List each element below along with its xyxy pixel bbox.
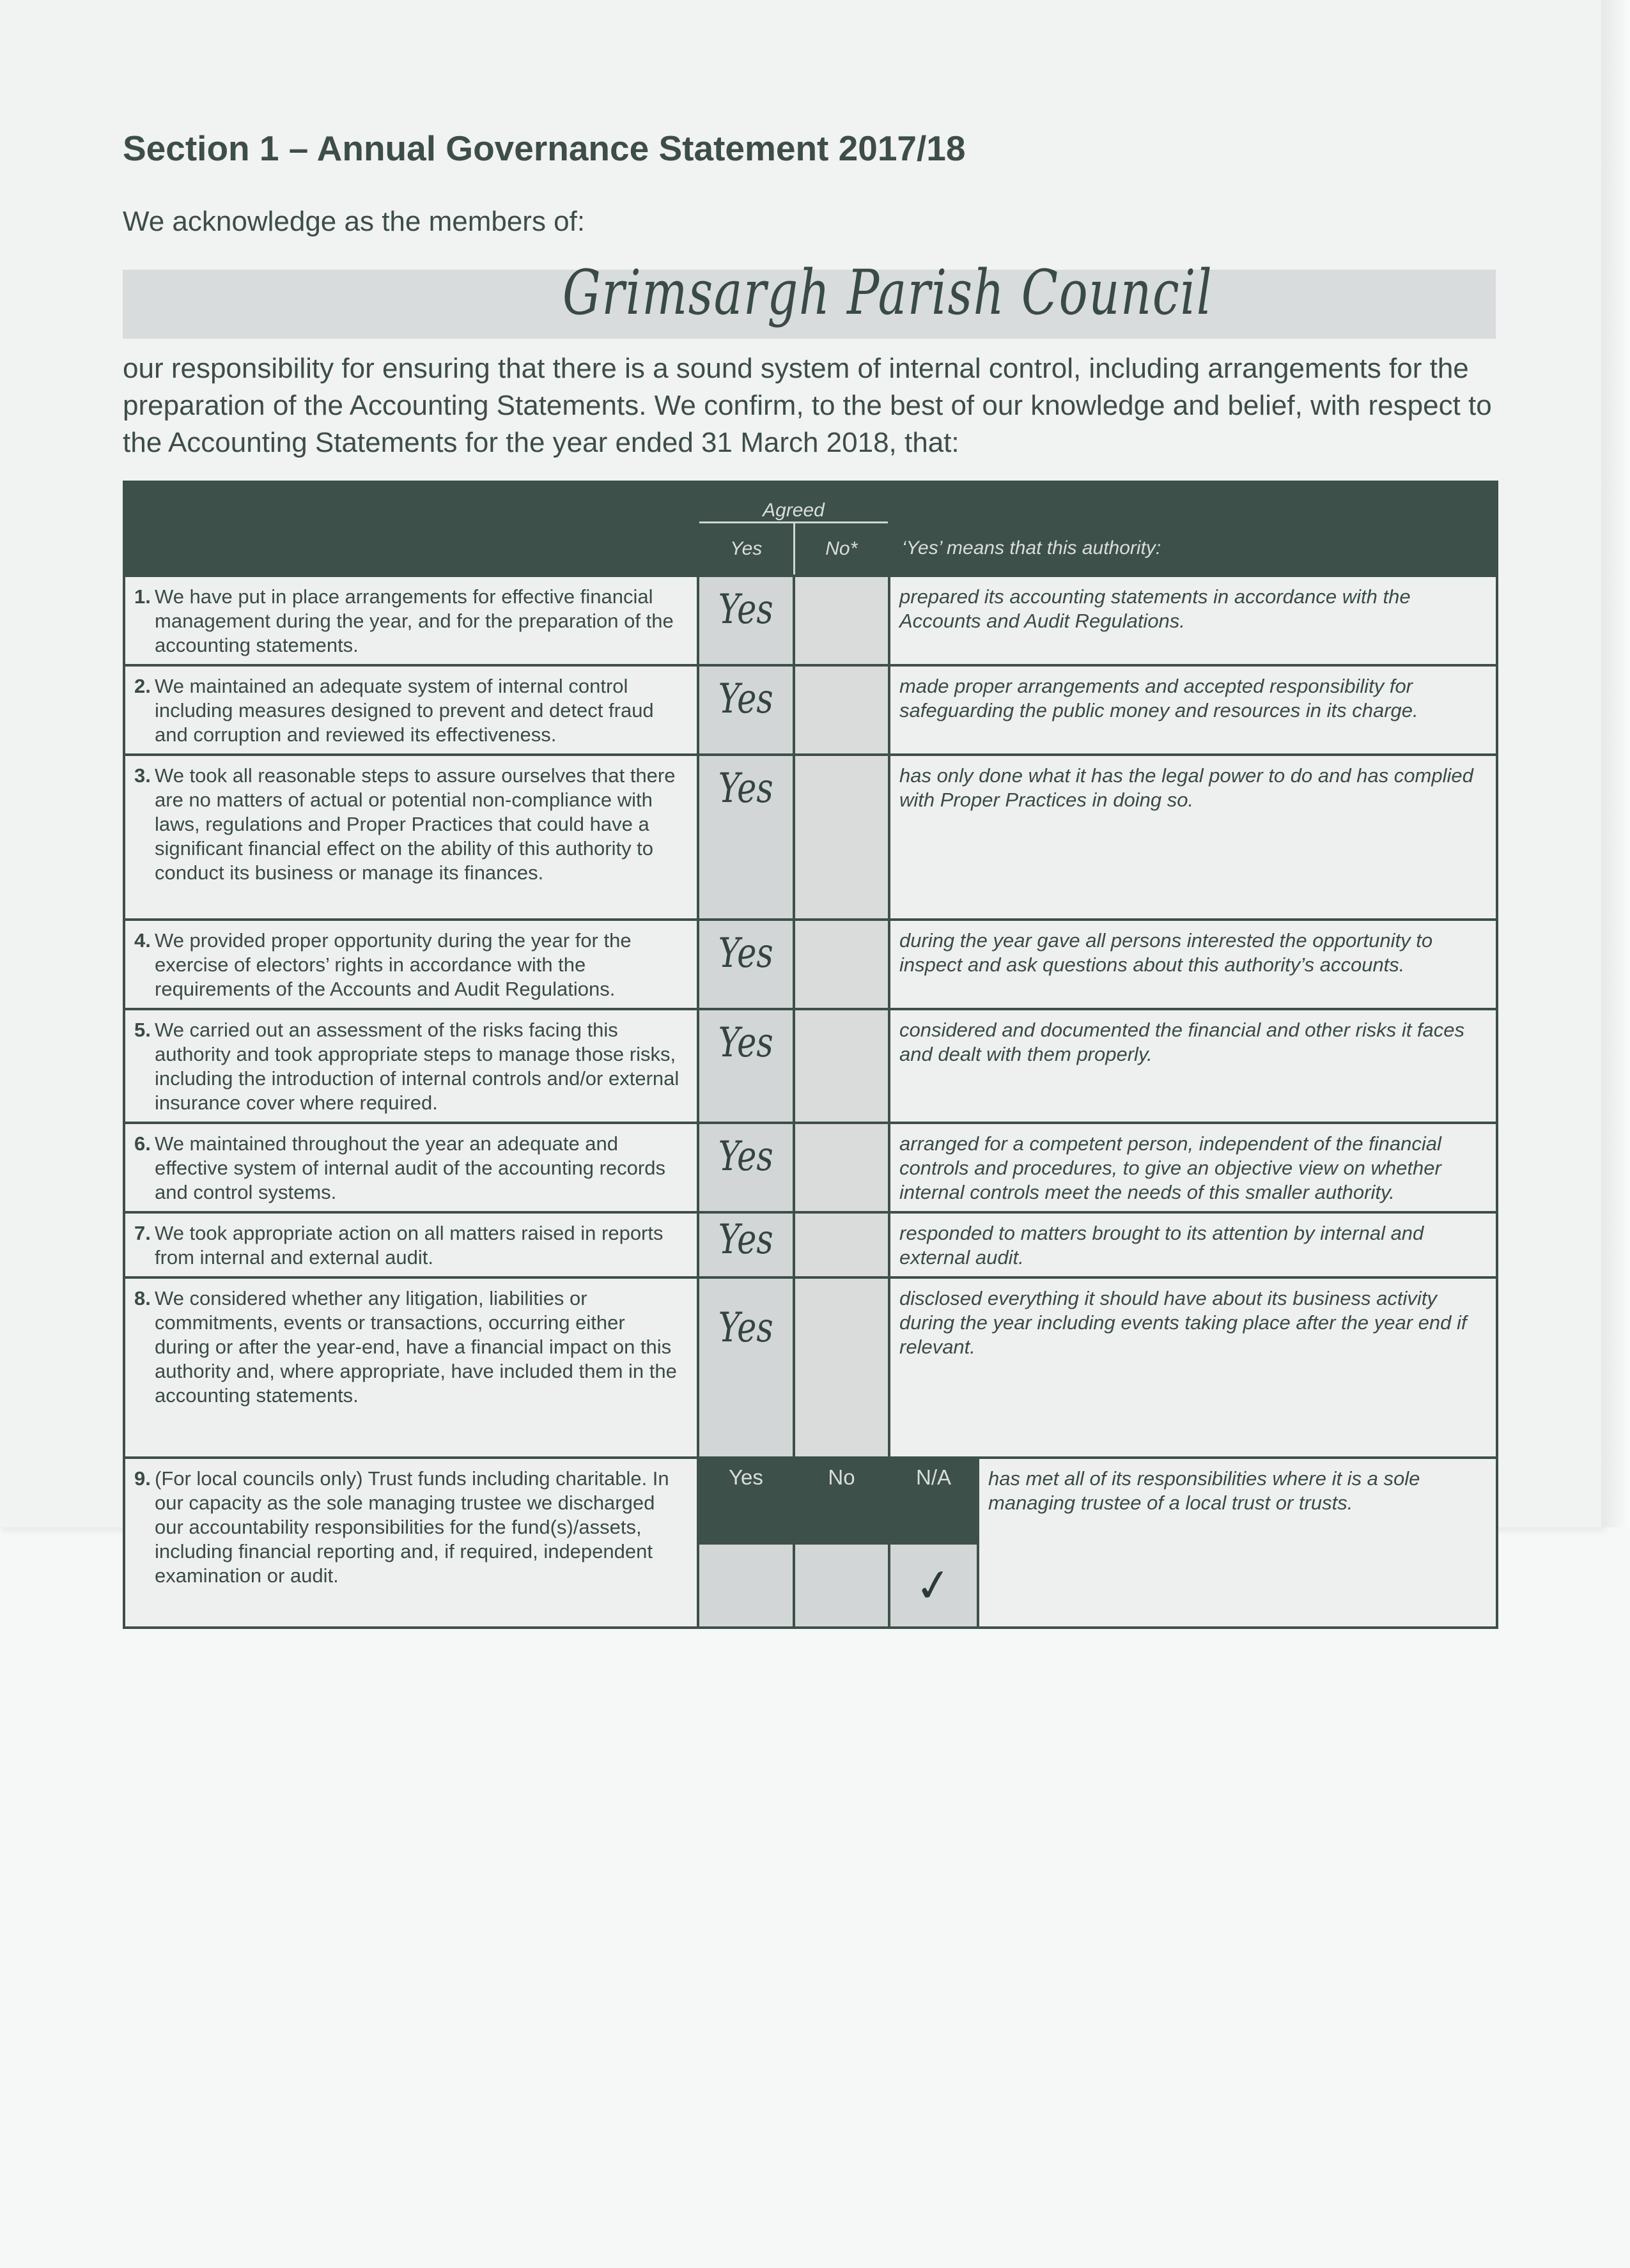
- statement-text: (For local councils only) Trust funds including charitable. In our capacity as the sole managing trustee we discharged our accountability responsibilities for the fund(s)/assets, including financial reporting and, if required, independent examination or audit.: [155, 1467, 669, 1587]
- row9-yes-cell[interactable]: [698, 1543, 794, 1628]
- column-header-no: No*: [794, 523, 889, 576]
- column-header-yes: Yes: [698, 523, 794, 576]
- agreed-no-cell[interactable]: [794, 920, 889, 1009]
- governance-table: [123, 481, 1498, 1629]
- agreed-label: Agreed: [698, 482, 889, 523]
- column-header-means: ‘Yes’ means that this authority:: [889, 523, 1497, 576]
- agreed-yes-cell[interactable]: [698, 576, 794, 665]
- statement-number: 7.: [134, 1222, 151, 1244]
- means-text: arranged for a competent person, independent of the financial controls and procedures, to give an objective view on whether internal controls meet the needs of this smaller authority.: [889, 1123, 1497, 1212]
- means-text: responded to matters brought to its attention by internal and external audit.: [889, 1212, 1497, 1277]
- agreed-no-cell[interactable]: [794, 1212, 889, 1277]
- agreed-yes-cell[interactable]: [698, 1009, 794, 1123]
- header-row-agreed: [124, 482, 1497, 523]
- agreed-no-cell[interactable]: [794, 1009, 889, 1123]
- statement-number: 1.: [134, 585, 151, 608]
- table-row-9-header: [124, 1458, 1497, 1543]
- means-text: disclosed everything it should have about its business activity during the year including events taking place after the year end if relevant.: [889, 1277, 1497, 1458]
- statement-number: 6.: [134, 1132, 151, 1155]
- statement-cell: [124, 1123, 698, 1212]
- agreed-no-cell[interactable]: [794, 1277, 889, 1458]
- agreed-yes-cell[interactable]: [698, 920, 794, 1009]
- check-mark-icon: ✓: [912, 1558, 956, 1613]
- statement-number: 8.: [134, 1287, 151, 1309]
- table-row: [124, 665, 1497, 755]
- row9-column-header-yes: Yes: [698, 1458, 794, 1543]
- statement-cell: [124, 920, 698, 1009]
- means-text: has only done what it has the legal power to do and has complied with Proper Practices in doing so.: [889, 755, 1497, 920]
- means-text: considered and documented the financial and other risks it faces and dealt with them properly.: [889, 1009, 1497, 1123]
- statement-number: 5.: [134, 1019, 151, 1041]
- handwritten-yes: Yes: [718, 675, 773, 723]
- agreed-no-cell[interactable]: [794, 665, 889, 755]
- handwritten-yes: Yes: [718, 1019, 773, 1067]
- handwritten-yes: Yes: [718, 586, 773, 633]
- statement-number: 4.: [134, 929, 151, 952]
- handwritten-yes: Yes: [718, 1133, 773, 1180]
- agreed-yes-cell[interactable]: [698, 755, 794, 920]
- agreed-yes-cell[interactable]: [698, 665, 794, 755]
- statement-cell: [124, 1277, 698, 1458]
- means-text: prepared its accounting statements in accordance with the Accounts and Audit Regulations.: [889, 576, 1497, 665]
- statement-cell: [124, 665, 698, 755]
- handwritten-yes: Yes: [718, 1304, 773, 1352]
- row9-na-cell[interactable]: [889, 1543, 978, 1628]
- statement-text: We have put in place arrangements for effective financial management during the year, and for the preparation of the accounting statements.: [155, 585, 674, 656]
- statement-text: We maintained throughout the year an adequate and effective system of internal audit of the accounting records and control systems.: [155, 1132, 665, 1203]
- authority-name-handwritten: Grimsargh Parish Council: [563, 257, 1213, 328]
- row9-no-cell[interactable]: [794, 1543, 889, 1628]
- table-row: [124, 920, 1497, 1009]
- statement-number: 3.: [134, 764, 151, 787]
- statement-text: We took appropriate action on all matters raised in reports from internal and external audit.: [155, 1222, 664, 1269]
- agreed-yes-cell[interactable]: [698, 1212, 794, 1277]
- statement-text: We provided proper opportunity during the year for the exercise of electors’ rights in accordance with the requirements of the Accounts and Audit Regulations.: [155, 929, 632, 1000]
- statement-number: 2.: [134, 675, 151, 697]
- statement-cell: [124, 576, 698, 665]
- statement-text: We considered whether any litigation, liabilities or commitments, events or transactions, occurring either during or after the year-end, have a financial impact on this authority and, where appropriate, have included them in the accounting statements.: [155, 1287, 677, 1407]
- table-row: [124, 755, 1497, 920]
- table-row: [124, 1212, 1497, 1277]
- agreed-yes-cell[interactable]: [698, 1123, 794, 1212]
- page-edge-shadow: [1601, 0, 1630, 1527]
- table-row: [124, 1123, 1497, 1212]
- statement-text: We maintained an adequate system of internal control including measures designed to prevent and detect fraud and corruption and reviewed its effectiveness.: [155, 675, 654, 746]
- row9-column-header-na: N/A: [889, 1458, 978, 1543]
- statement-cell: [124, 1458, 698, 1628]
- means-text: during the year gave all persons interested the opportunity to inspect and ask questions about this authority’s accounts.: [889, 920, 1497, 1009]
- table-row: [124, 576, 1497, 665]
- statement-cell: [124, 1009, 698, 1123]
- row9-column-header-no: No: [794, 1458, 889, 1543]
- statement-text: We took all reasonable steps to assure ourselves that there are no matters of actual or potential non-compliance with laws, regulations and Proper Practices that could have a significant financial effect on the ability of this authority to conduct its business or manage its finances.: [155, 764, 676, 884]
- responsibility-paragraph: our responsibility for ensuring that there is a sound system of internal control, including arrangements for the preparation of the Accounting Statements. We confirm, to the best of our knowledge and belief, with respect to the Accounting Statements for the year ended 31 March 2018, that:: [123, 353, 1492, 458]
- agreed-no-cell[interactable]: [794, 1123, 889, 1212]
- means-text: has met all of its responsibilities where it is a sole managing trustee of a local trust or trusts.: [978, 1458, 1497, 1628]
- handwritten-yes: Yes: [718, 930, 773, 977]
- statement-number: 9.: [134, 1467, 151, 1490]
- statement-cell: [124, 755, 698, 920]
- agreed-yes-cell[interactable]: [698, 1277, 794, 1458]
- table-row: [124, 1277, 1497, 1458]
- statement-text: We carried out an assessment of the risks facing this authority and took appropriate steps to manage those risks, including the introduction of internal controls and/or external insurance cover where required.: [155, 1019, 679, 1114]
- agreed-no-cell[interactable]: [794, 755, 889, 920]
- agreed-no-cell[interactable]: [794, 576, 889, 665]
- header-row-columns: [124, 523, 1497, 576]
- intro-text: We acknowledge as the members of:: [123, 206, 586, 237]
- handwritten-yes: Yes: [718, 1216, 773, 1263]
- means-text: made proper arrangements and accepted responsibility for safeguarding the public money and resources in its charge.: [889, 665, 1497, 755]
- statement-cell: [124, 1212, 698, 1277]
- page-title: Section 1 – Annual Governance Statement 2017/18: [123, 128, 966, 168]
- table-row: [124, 1009, 1497, 1123]
- handwritten-yes: Yes: [718, 765, 773, 812]
